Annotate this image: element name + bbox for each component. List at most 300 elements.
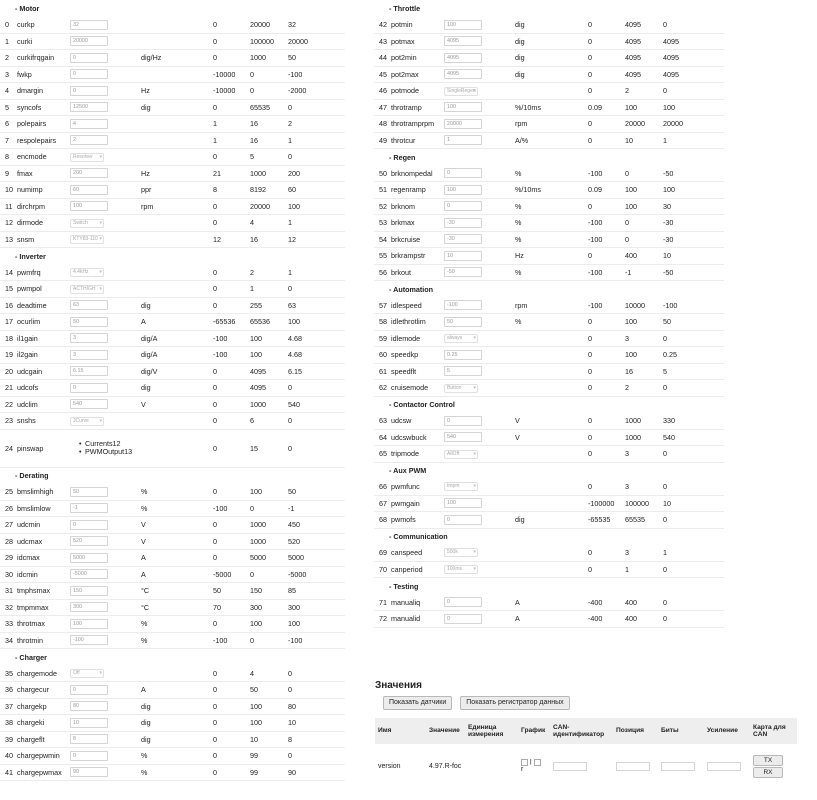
param-value-select[interactable]: AllOff ▾ bbox=[444, 450, 478, 459]
param-min: 0 bbox=[588, 446, 625, 463]
param-unit: A bbox=[141, 550, 213, 567]
param-value-input[interactable]: 12500 bbox=[70, 102, 108, 112]
param-index: 45 bbox=[374, 66, 391, 83]
bits-input[interactable] bbox=[661, 762, 695, 771]
param-unit: % bbox=[141, 764, 213, 781]
param-unit bbox=[515, 363, 588, 380]
param-name: udcgain bbox=[17, 363, 70, 380]
param-index: 53 bbox=[374, 215, 391, 232]
param-value-input[interactable]: 0 bbox=[70, 751, 108, 761]
param-name: il1gain bbox=[17, 330, 70, 347]
param-value-input[interactable]: -100 bbox=[444, 300, 482, 310]
param-max: 5 bbox=[250, 149, 288, 166]
section-header bbox=[374, 149, 724, 166]
value-gain bbox=[704, 744, 750, 788]
param-value-select[interactable]: tmpm ▾ bbox=[444, 482, 478, 491]
param-value-cell bbox=[444, 495, 515, 512]
param-index: 44 bbox=[374, 50, 391, 67]
position-input[interactable] bbox=[616, 762, 650, 771]
param-index: 40 bbox=[0, 748, 17, 765]
param-index: 33 bbox=[0, 616, 17, 633]
param-value-input[interactable]: 60 bbox=[70, 185, 108, 195]
param-name: dirchrpm bbox=[17, 198, 70, 215]
param-max: 3 bbox=[625, 545, 663, 562]
param-value-input[interactable]: 20000 bbox=[444, 119, 482, 129]
param-unit bbox=[141, 413, 213, 430]
param-value-input[interactable]: 0 bbox=[70, 69, 108, 79]
param-value-input[interactable]: -30 bbox=[444, 234, 482, 244]
param-default: 10 bbox=[663, 248, 724, 265]
param-value-input[interactable]: 0.25 bbox=[444, 350, 482, 360]
param-row bbox=[374, 198, 724, 215]
param-value-input[interactable]: 20000 bbox=[70, 36, 108, 46]
param-max: 0 bbox=[625, 165, 663, 182]
param-index: 68 bbox=[374, 512, 391, 529]
param-value-input[interactable]: -1 bbox=[70, 503, 108, 513]
param-value-input[interactable]: 0 bbox=[444, 614, 482, 624]
section-header bbox=[0, 467, 345, 484]
param-default: 6.15 bbox=[288, 363, 345, 380]
param-index: 72 bbox=[374, 611, 391, 628]
param-row bbox=[0, 215, 345, 232]
param-value-input[interactable]: 100 bbox=[444, 20, 482, 30]
value-value: 4.97.R-foc bbox=[429, 762, 462, 770]
param-unit bbox=[515, 446, 588, 463]
param-index: 24 bbox=[0, 429, 17, 467]
param-row bbox=[374, 429, 724, 446]
param-value-input[interactable]: 0 bbox=[444, 597, 482, 607]
param-max: 0 bbox=[625, 215, 663, 232]
param-max: 0 bbox=[250, 83, 288, 100]
param-name: brkmax bbox=[391, 215, 444, 232]
param-min: 1 bbox=[213, 116, 250, 133]
param-value-input[interactable]: 100 bbox=[70, 201, 108, 211]
values-toolbar bbox=[375, 696, 800, 710]
param-default: 63 bbox=[288, 297, 345, 314]
param-min: 70 bbox=[213, 599, 250, 616]
param-min: 12 bbox=[213, 231, 250, 248]
param-value-cell bbox=[444, 611, 515, 628]
param-value-input[interactable]: 0 bbox=[70, 53, 108, 63]
param-row bbox=[0, 583, 345, 600]
param-default: 0 bbox=[288, 682, 345, 699]
param-max: 4095 bbox=[625, 66, 663, 83]
param-max: 0 bbox=[250, 632, 288, 649]
param-default: 0 bbox=[288, 149, 345, 166]
param-index: 37 bbox=[0, 698, 17, 715]
param-row bbox=[374, 66, 724, 83]
param-index: 42 bbox=[374, 17, 391, 34]
param-value-cell bbox=[70, 83, 141, 100]
param-unit: A bbox=[141, 682, 213, 699]
param-min: 0 bbox=[588, 116, 625, 133]
param-name: potmode bbox=[391, 83, 444, 100]
param-unit bbox=[141, 116, 213, 133]
param-row bbox=[374, 165, 724, 182]
param-value-cell bbox=[444, 380, 515, 397]
param-value-input[interactable]: 2 bbox=[70, 135, 108, 145]
param-max: 16 bbox=[250, 231, 288, 248]
param-max: 100 bbox=[250, 484, 288, 501]
param-value-select[interactable]: 100ms ▾ bbox=[444, 565, 478, 574]
param-value-cell bbox=[70, 616, 141, 633]
param-value-select[interactable]: always ▾ bbox=[444, 334, 478, 343]
param-max: 0 bbox=[250, 566, 288, 583]
param-index: 17 bbox=[0, 314, 17, 331]
param-name: canspeed bbox=[391, 545, 444, 562]
param-min: 0 bbox=[213, 380, 250, 397]
section-title: - Motor bbox=[0, 0, 345, 17]
param-row bbox=[0, 182, 345, 199]
param-index: 71 bbox=[374, 594, 391, 611]
param-index: 30 bbox=[0, 566, 17, 583]
param-value-input[interactable]: 0 bbox=[444, 168, 482, 178]
param-value-input[interactable]: -30 bbox=[444, 218, 482, 228]
param-default: -30 bbox=[663, 215, 724, 232]
param-name: tmpmmax bbox=[17, 599, 70, 616]
param-min: 0 bbox=[213, 665, 250, 682]
param-value-cell bbox=[70, 484, 141, 501]
param-default: 4095 bbox=[663, 66, 724, 83]
param-value-input[interactable]: 100 bbox=[444, 102, 482, 112]
param-max: 8192 bbox=[250, 182, 288, 199]
param-max: 100000 bbox=[625, 495, 663, 512]
param-index: 19 bbox=[0, 347, 17, 364]
param-min: 0 bbox=[213, 764, 250, 781]
param-unit: V bbox=[141, 533, 213, 550]
param-value-input[interactable]: 0 bbox=[70, 520, 108, 530]
param-name: polepairs bbox=[17, 116, 70, 133]
graph-right-checkbox[interactable] bbox=[534, 759, 541, 766]
param-name: idlemode bbox=[391, 330, 444, 347]
param-value-input[interactable]: 10 bbox=[444, 251, 482, 261]
param-min: 8 bbox=[213, 182, 250, 199]
param-index: 66 bbox=[374, 479, 391, 496]
can-id-input[interactable] bbox=[553, 762, 587, 771]
param-row bbox=[0, 330, 345, 347]
header-graph: График bbox=[521, 727, 546, 735]
param-value-input[interactable]: 4095 bbox=[444, 53, 482, 63]
param-unit bbox=[141, 215, 213, 232]
param-value-input[interactable]: -50 bbox=[444, 267, 482, 277]
param-value-input[interactable]: 4095 bbox=[444, 69, 482, 79]
param-name: respolepairs bbox=[17, 132, 70, 149]
param-min: 0.09 bbox=[588, 99, 625, 116]
param-value-select[interactable]: Switch ▾ bbox=[70, 219, 104, 228]
param-index: 61 bbox=[374, 363, 391, 380]
section-header bbox=[0, 0, 345, 17]
param-row bbox=[0, 380, 345, 397]
param-name: snshs bbox=[17, 413, 70, 430]
param-row bbox=[374, 231, 724, 248]
param-max: 4095 bbox=[625, 17, 663, 34]
section-title: - Aux PWM bbox=[374, 462, 724, 479]
param-index: 22 bbox=[0, 396, 17, 413]
param-value-input[interactable]: 200 bbox=[70, 168, 108, 178]
param-value-input[interactable]: 0 bbox=[444, 515, 482, 525]
param-value-input[interactable]: 0 bbox=[70, 685, 108, 695]
param-value-cell bbox=[444, 83, 515, 100]
param-value-cell bbox=[70, 33, 141, 50]
param-index: 25 bbox=[0, 484, 17, 501]
param-name: pot2max bbox=[391, 66, 444, 83]
param-unit: V bbox=[141, 517, 213, 534]
value-position bbox=[613, 744, 658, 788]
param-name: brkcruise bbox=[391, 231, 444, 248]
param-row bbox=[374, 330, 724, 347]
param-max: 100 bbox=[250, 347, 288, 364]
param-name: dmargin bbox=[17, 83, 70, 100]
param-name: chargepwmax bbox=[17, 764, 70, 781]
param-default: 0 bbox=[288, 429, 345, 467]
param-value-input[interactable]: 3 bbox=[70, 350, 108, 360]
param-min: 0 bbox=[588, 479, 625, 496]
param-default: 5000 bbox=[288, 550, 345, 567]
param-value-input[interactable]: -100 bbox=[70, 635, 108, 645]
param-unit bbox=[141, 17, 213, 34]
param-value-select[interactable]: 4.4kHz ▾ bbox=[70, 268, 104, 277]
param-name: throtcur bbox=[391, 132, 444, 149]
param-row bbox=[0, 363, 345, 380]
value-row bbox=[375, 744, 797, 788]
param-max: 300 bbox=[250, 599, 288, 616]
param-name: pwmfunc bbox=[391, 479, 444, 496]
param-value-input[interactable]: 32 bbox=[70, 20, 108, 30]
param-unit: dig bbox=[515, 17, 588, 34]
param-index: 63 bbox=[374, 413, 391, 430]
param-max: 6 bbox=[250, 413, 288, 430]
param-row bbox=[0, 731, 345, 748]
param-min: 0 bbox=[588, 330, 625, 347]
param-max: 100 bbox=[625, 314, 663, 331]
param-value-cell bbox=[444, 264, 515, 281]
param-value-input[interactable]: 100 bbox=[444, 185, 482, 195]
param-index: 50 bbox=[374, 165, 391, 182]
param-value-select[interactable]: SingleRegen ▾ bbox=[444, 87, 478, 96]
param-min: -10000 bbox=[213, 66, 250, 83]
param-max: 100 bbox=[250, 330, 288, 347]
header-can-map: Карта для CAN bbox=[753, 723, 786, 738]
param-max: 16 bbox=[250, 116, 288, 133]
param-max: 255 bbox=[250, 297, 288, 314]
param-min: 0 bbox=[588, 83, 625, 100]
param-unit: A/% bbox=[515, 132, 588, 149]
param-row bbox=[374, 50, 724, 67]
param-max: 1000 bbox=[625, 429, 663, 446]
param-value-input[interactable]: 0 bbox=[444, 416, 482, 426]
param-min: 0 bbox=[213, 281, 250, 298]
param-unit bbox=[515, 83, 588, 100]
param-min: 0 bbox=[213, 616, 250, 633]
param-index: 64 bbox=[374, 429, 391, 446]
param-index: 46 bbox=[374, 83, 391, 100]
param-max: 4095 bbox=[250, 363, 288, 380]
param-value-input[interactable]: 520 bbox=[70, 536, 108, 546]
param-default: -100 bbox=[663, 297, 724, 314]
param-max: 5000 bbox=[250, 550, 288, 567]
param-value-cell bbox=[70, 264, 141, 281]
param-value-input[interactable]: 100 bbox=[444, 498, 482, 508]
param-value-input[interactable]: 50 bbox=[70, 487, 108, 497]
rx-button[interactable]: RX bbox=[753, 767, 783, 778]
value-can-map bbox=[750, 744, 797, 788]
param-value-cell bbox=[70, 149, 141, 166]
param-min: 21 bbox=[213, 165, 250, 182]
param-value-input[interactable]: 4 bbox=[70, 119, 108, 129]
param-max: 1000 bbox=[250, 396, 288, 413]
param-default: 12 bbox=[288, 231, 345, 248]
value-bits bbox=[658, 744, 704, 788]
value-graph bbox=[518, 744, 550, 788]
param-unit: % bbox=[141, 484, 213, 501]
param-value-cell bbox=[70, 380, 141, 397]
graph-separator: l bbox=[530, 759, 532, 767]
param-value-input[interactable]: 540 bbox=[70, 399, 108, 409]
param-value-select[interactable]: 500k ▾ bbox=[444, 548, 478, 557]
param-min: 0 bbox=[213, 731, 250, 748]
param-default: 1 bbox=[663, 545, 724, 562]
param-unit: A bbox=[515, 611, 588, 628]
param-row bbox=[0, 500, 345, 517]
param-value-input[interactable]: 540 bbox=[444, 432, 482, 442]
param-default: 330 bbox=[663, 413, 724, 430]
param-name: deadtime bbox=[17, 297, 70, 314]
param-value-select[interactable]: JCurve ▾ bbox=[70, 417, 104, 426]
param-row bbox=[0, 33, 345, 50]
param-row bbox=[0, 764, 345, 781]
param-value-cell bbox=[444, 363, 515, 380]
param-value-input[interactable]: 0 bbox=[70, 86, 108, 96]
param-value-cell bbox=[444, 347, 515, 364]
param-min: -100 bbox=[588, 215, 625, 232]
param-value-input[interactable]: 0 bbox=[444, 201, 482, 211]
param-row bbox=[0, 83, 345, 100]
param-value-input[interactable]: 8 bbox=[70, 734, 108, 744]
param-value-input[interactable]: 63 bbox=[70, 300, 108, 310]
show-sensors-button[interactable]: Показать датчики bbox=[383, 696, 452, 710]
param-unit: °C bbox=[141, 599, 213, 616]
graph-left-checkbox[interactable] bbox=[521, 759, 528, 766]
param-unit bbox=[515, 479, 588, 496]
param-value-input[interactable]: 50 bbox=[70, 317, 108, 327]
param-value-input[interactable]: 150 bbox=[70, 586, 108, 596]
param-value-cell bbox=[444, 215, 515, 232]
param-unit bbox=[141, 665, 213, 682]
param-value-input[interactable]: 100 bbox=[70, 619, 108, 629]
param-row bbox=[374, 363, 724, 380]
param-value-cell bbox=[444, 99, 515, 116]
param-unit: V bbox=[515, 429, 588, 446]
param-row bbox=[374, 347, 724, 364]
param-value-input[interactable]: 6.15 bbox=[70, 366, 108, 376]
param-unit: % bbox=[141, 748, 213, 765]
param-name: pwmfrq bbox=[17, 264, 70, 281]
param-value-cell bbox=[70, 583, 141, 600]
param-default: -100 bbox=[288, 632, 345, 649]
param-row bbox=[374, 132, 724, 149]
param-value-input[interactable]: 0 bbox=[70, 383, 108, 393]
param-row bbox=[0, 698, 345, 715]
param-unit bbox=[141, 429, 213, 467]
param-value-select[interactable]: KTY83-110 ▾ bbox=[70, 235, 104, 244]
param-index: 60 bbox=[374, 347, 391, 364]
param-max: 10000 bbox=[625, 297, 663, 314]
tx-button[interactable]: TX bbox=[753, 755, 783, 766]
param-max: 4095 bbox=[625, 33, 663, 50]
param-value-input[interactable]: 50 bbox=[444, 317, 482, 327]
param-value-input[interactable]: 10 bbox=[70, 718, 108, 728]
param-default: 4095 bbox=[663, 50, 724, 67]
param-value-select[interactable]: Button ▾ bbox=[444, 384, 478, 393]
param-min: 0 bbox=[588, 132, 625, 149]
param-row bbox=[0, 149, 345, 166]
param-value-select[interactable]: ACTHIGH ▾ bbox=[70, 285, 104, 294]
param-name: chargemode bbox=[17, 665, 70, 682]
gain-input[interactable] bbox=[707, 762, 741, 771]
param-row bbox=[0, 616, 345, 633]
show-recorder-button[interactable]: Показать регистратор данных bbox=[460, 696, 569, 710]
param-default: 0 bbox=[663, 594, 724, 611]
param-row bbox=[0, 715, 345, 732]
param-value-cell bbox=[70, 517, 141, 534]
param-value-input[interactable]: 5000 bbox=[70, 553, 108, 563]
param-default: 0 bbox=[663, 446, 724, 463]
param-value-input[interactable]: 80 bbox=[70, 701, 108, 711]
param-default: -1 bbox=[288, 500, 345, 517]
param-value-input[interactable]: 90 bbox=[70, 767, 108, 777]
param-index: 12 bbox=[0, 215, 17, 232]
param-index: 56 bbox=[374, 264, 391, 281]
param-row bbox=[374, 248, 724, 265]
param-max: 65535 bbox=[625, 512, 663, 529]
param-unit: dig bbox=[141, 297, 213, 314]
param-value-input[interactable]: 1 bbox=[444, 135, 482, 145]
param-value-select[interactable]: Off ▾ bbox=[70, 669, 104, 678]
param-value-input[interactable]: 300 bbox=[70, 602, 108, 612]
param-min: -100 bbox=[588, 231, 625, 248]
param-name: pwmofs bbox=[391, 512, 444, 529]
param-name: encmode bbox=[17, 149, 70, 166]
param-value-cell bbox=[70, 314, 141, 331]
param-min: -5000 bbox=[213, 566, 250, 583]
param-value-select[interactable]: Resolver ▾ bbox=[70, 153, 104, 162]
param-max: 65535 bbox=[250, 99, 288, 116]
param-index: 18 bbox=[0, 330, 17, 347]
param-unit bbox=[515, 347, 588, 364]
param-max: 100000 bbox=[250, 33, 288, 50]
param-value-input[interactable]: 4095 bbox=[444, 36, 482, 46]
param-value-input[interactable]: 3 bbox=[70, 333, 108, 343]
header-bits: Биты bbox=[661, 727, 679, 735]
section-header bbox=[374, 578, 724, 595]
param-value-cell bbox=[70, 281, 141, 298]
param-min: 0 bbox=[213, 698, 250, 715]
param-min: 0 bbox=[213, 533, 250, 550]
param-index: 41 bbox=[0, 764, 17, 781]
param-value-cell bbox=[70, 731, 141, 748]
param-default: 0 bbox=[663, 330, 724, 347]
param-value-input[interactable]: -5000 bbox=[70, 569, 108, 579]
param-min: 0 bbox=[213, 17, 250, 34]
section-header bbox=[374, 528, 724, 545]
param-name: dirmode bbox=[17, 215, 70, 232]
param-value-input[interactable]: 5 bbox=[444, 366, 482, 376]
section-title: - Testing bbox=[374, 578, 724, 595]
param-min: 0 bbox=[588, 17, 625, 34]
param-default: 0 bbox=[288, 380, 345, 397]
param-row bbox=[0, 396, 345, 413]
param-unit: dig bbox=[515, 50, 588, 67]
